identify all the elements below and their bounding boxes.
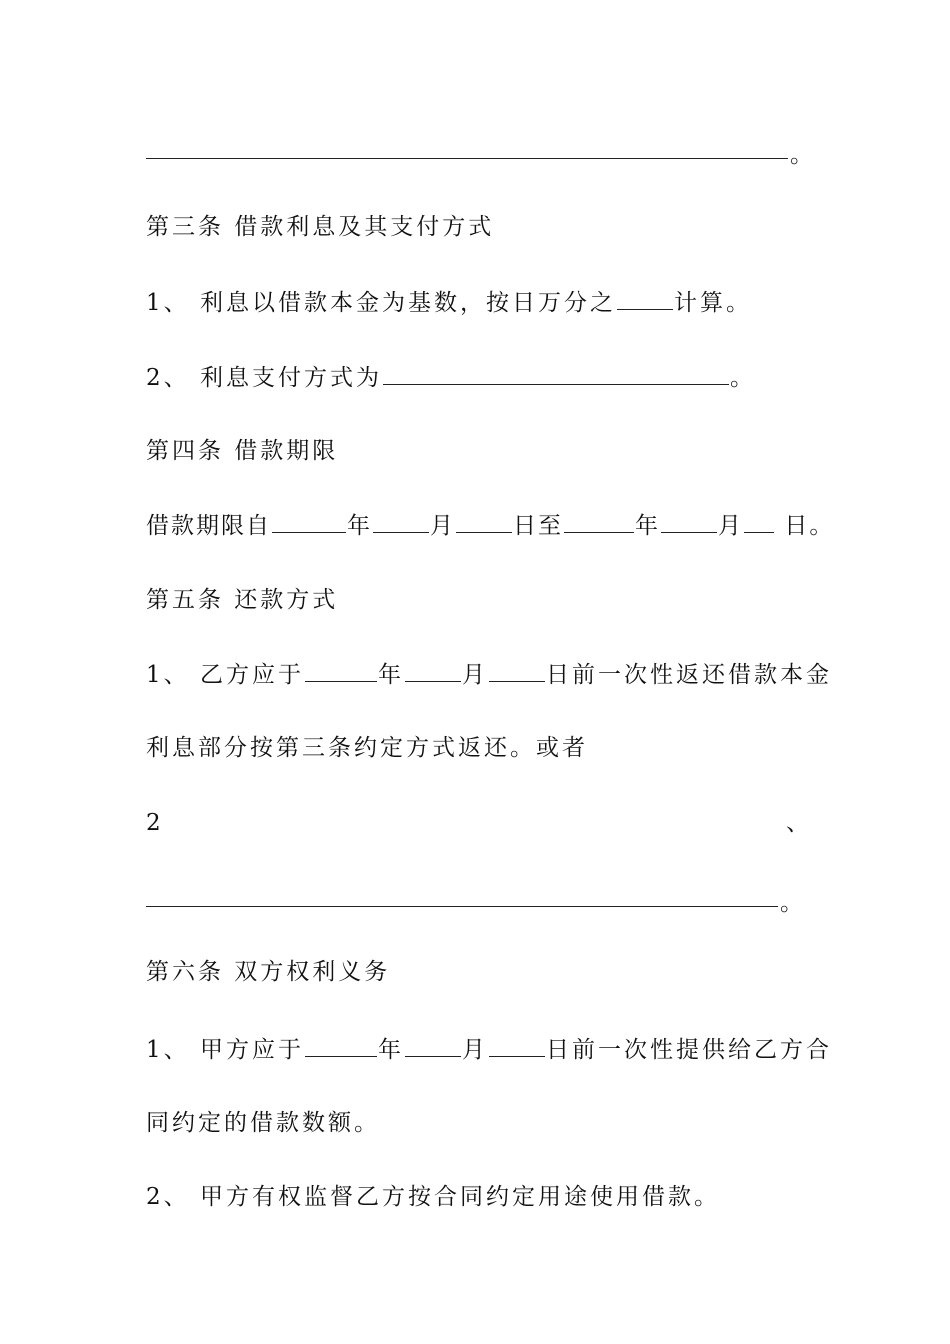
article-3-item-1-suffix: 计算。 xyxy=(673,290,752,316)
article-5-item-1-continued: 利息部分按第三条约定方式返还。或者 xyxy=(146,735,588,761)
year-label-2: 年 xyxy=(635,513,660,539)
article-3-title: 第三条 借款利息及其支付方式 xyxy=(146,214,495,240)
article-3-item-2-suffix: 。 xyxy=(729,365,756,391)
payment-method-blank xyxy=(383,362,729,385)
repay-year-blank xyxy=(305,659,377,682)
article-6-item-1-suffix: 日前一次性提供给乙方合 xyxy=(545,1037,832,1063)
fill-line-2 xyxy=(146,906,778,907)
start-day-blank xyxy=(456,510,512,533)
article-5-title: 第五条 还款方式 xyxy=(146,587,339,613)
month-label-1: 月 xyxy=(430,513,455,539)
article-5-item-2-mark: 、 xyxy=(786,810,809,836)
article-6-item-2: 2、 甲方有权监督乙方按合同约定用途使用借款。 xyxy=(146,1184,720,1210)
article-5-item-2-number: 2 xyxy=(146,810,164,836)
repay-year-label: 年 xyxy=(377,662,404,688)
day-label-2: 日。 xyxy=(784,513,835,539)
interest-rate-blank xyxy=(617,287,673,310)
article-3-item-2 xyxy=(146,362,756,393)
month-label-2: 月 xyxy=(718,513,743,539)
period-mark-1: 。 xyxy=(790,142,813,168)
start-month-blank xyxy=(373,510,429,533)
start-year-blank xyxy=(272,510,346,533)
article-6-title: 第六条 双方权利义务 xyxy=(146,959,391,985)
article-4-period xyxy=(146,510,834,541)
day-to-label: 日至 xyxy=(513,513,563,539)
fill-line-1 xyxy=(146,158,788,159)
end-month-blank xyxy=(661,510,717,533)
end-year-blank xyxy=(564,510,634,533)
article-4-title: 第四条 借款期限 xyxy=(146,438,339,464)
article-6-item-1-text: 1、 甲方应于 xyxy=(146,1037,304,1063)
repay-day-blank xyxy=(489,659,545,682)
article-5-item-1-suffix: 日前一次性返还借款本金 xyxy=(545,662,832,688)
article-6-item-1-continued: 同约定的借款数额。 xyxy=(146,1110,380,1136)
repay-month-blank xyxy=(405,659,461,682)
provide-month-label: 月 xyxy=(461,1037,488,1063)
article-6-item-1 xyxy=(146,1034,832,1065)
end-day-blank xyxy=(744,510,774,533)
article-4-period-text: 借款期限自 xyxy=(146,513,271,539)
article-3-item-1 xyxy=(146,287,752,318)
year-label-1: 年 xyxy=(347,513,372,539)
provide-year-label: 年 xyxy=(377,1037,404,1063)
period-mark-2: 。 xyxy=(780,890,803,916)
provide-year-blank xyxy=(305,1034,377,1057)
repay-month-label: 月 xyxy=(461,662,488,688)
article-3-item-2-text: 2、 利息支付方式为 xyxy=(146,365,382,391)
provide-month-blank xyxy=(405,1034,461,1057)
article-5-item-1 xyxy=(146,659,832,690)
article-5-item-1-text: 1、 乙方应于 xyxy=(146,662,304,688)
article-3-item-1-text: 1、 利息以借款本金为基数，按日万分之 xyxy=(146,290,616,316)
provide-day-blank xyxy=(489,1034,545,1057)
